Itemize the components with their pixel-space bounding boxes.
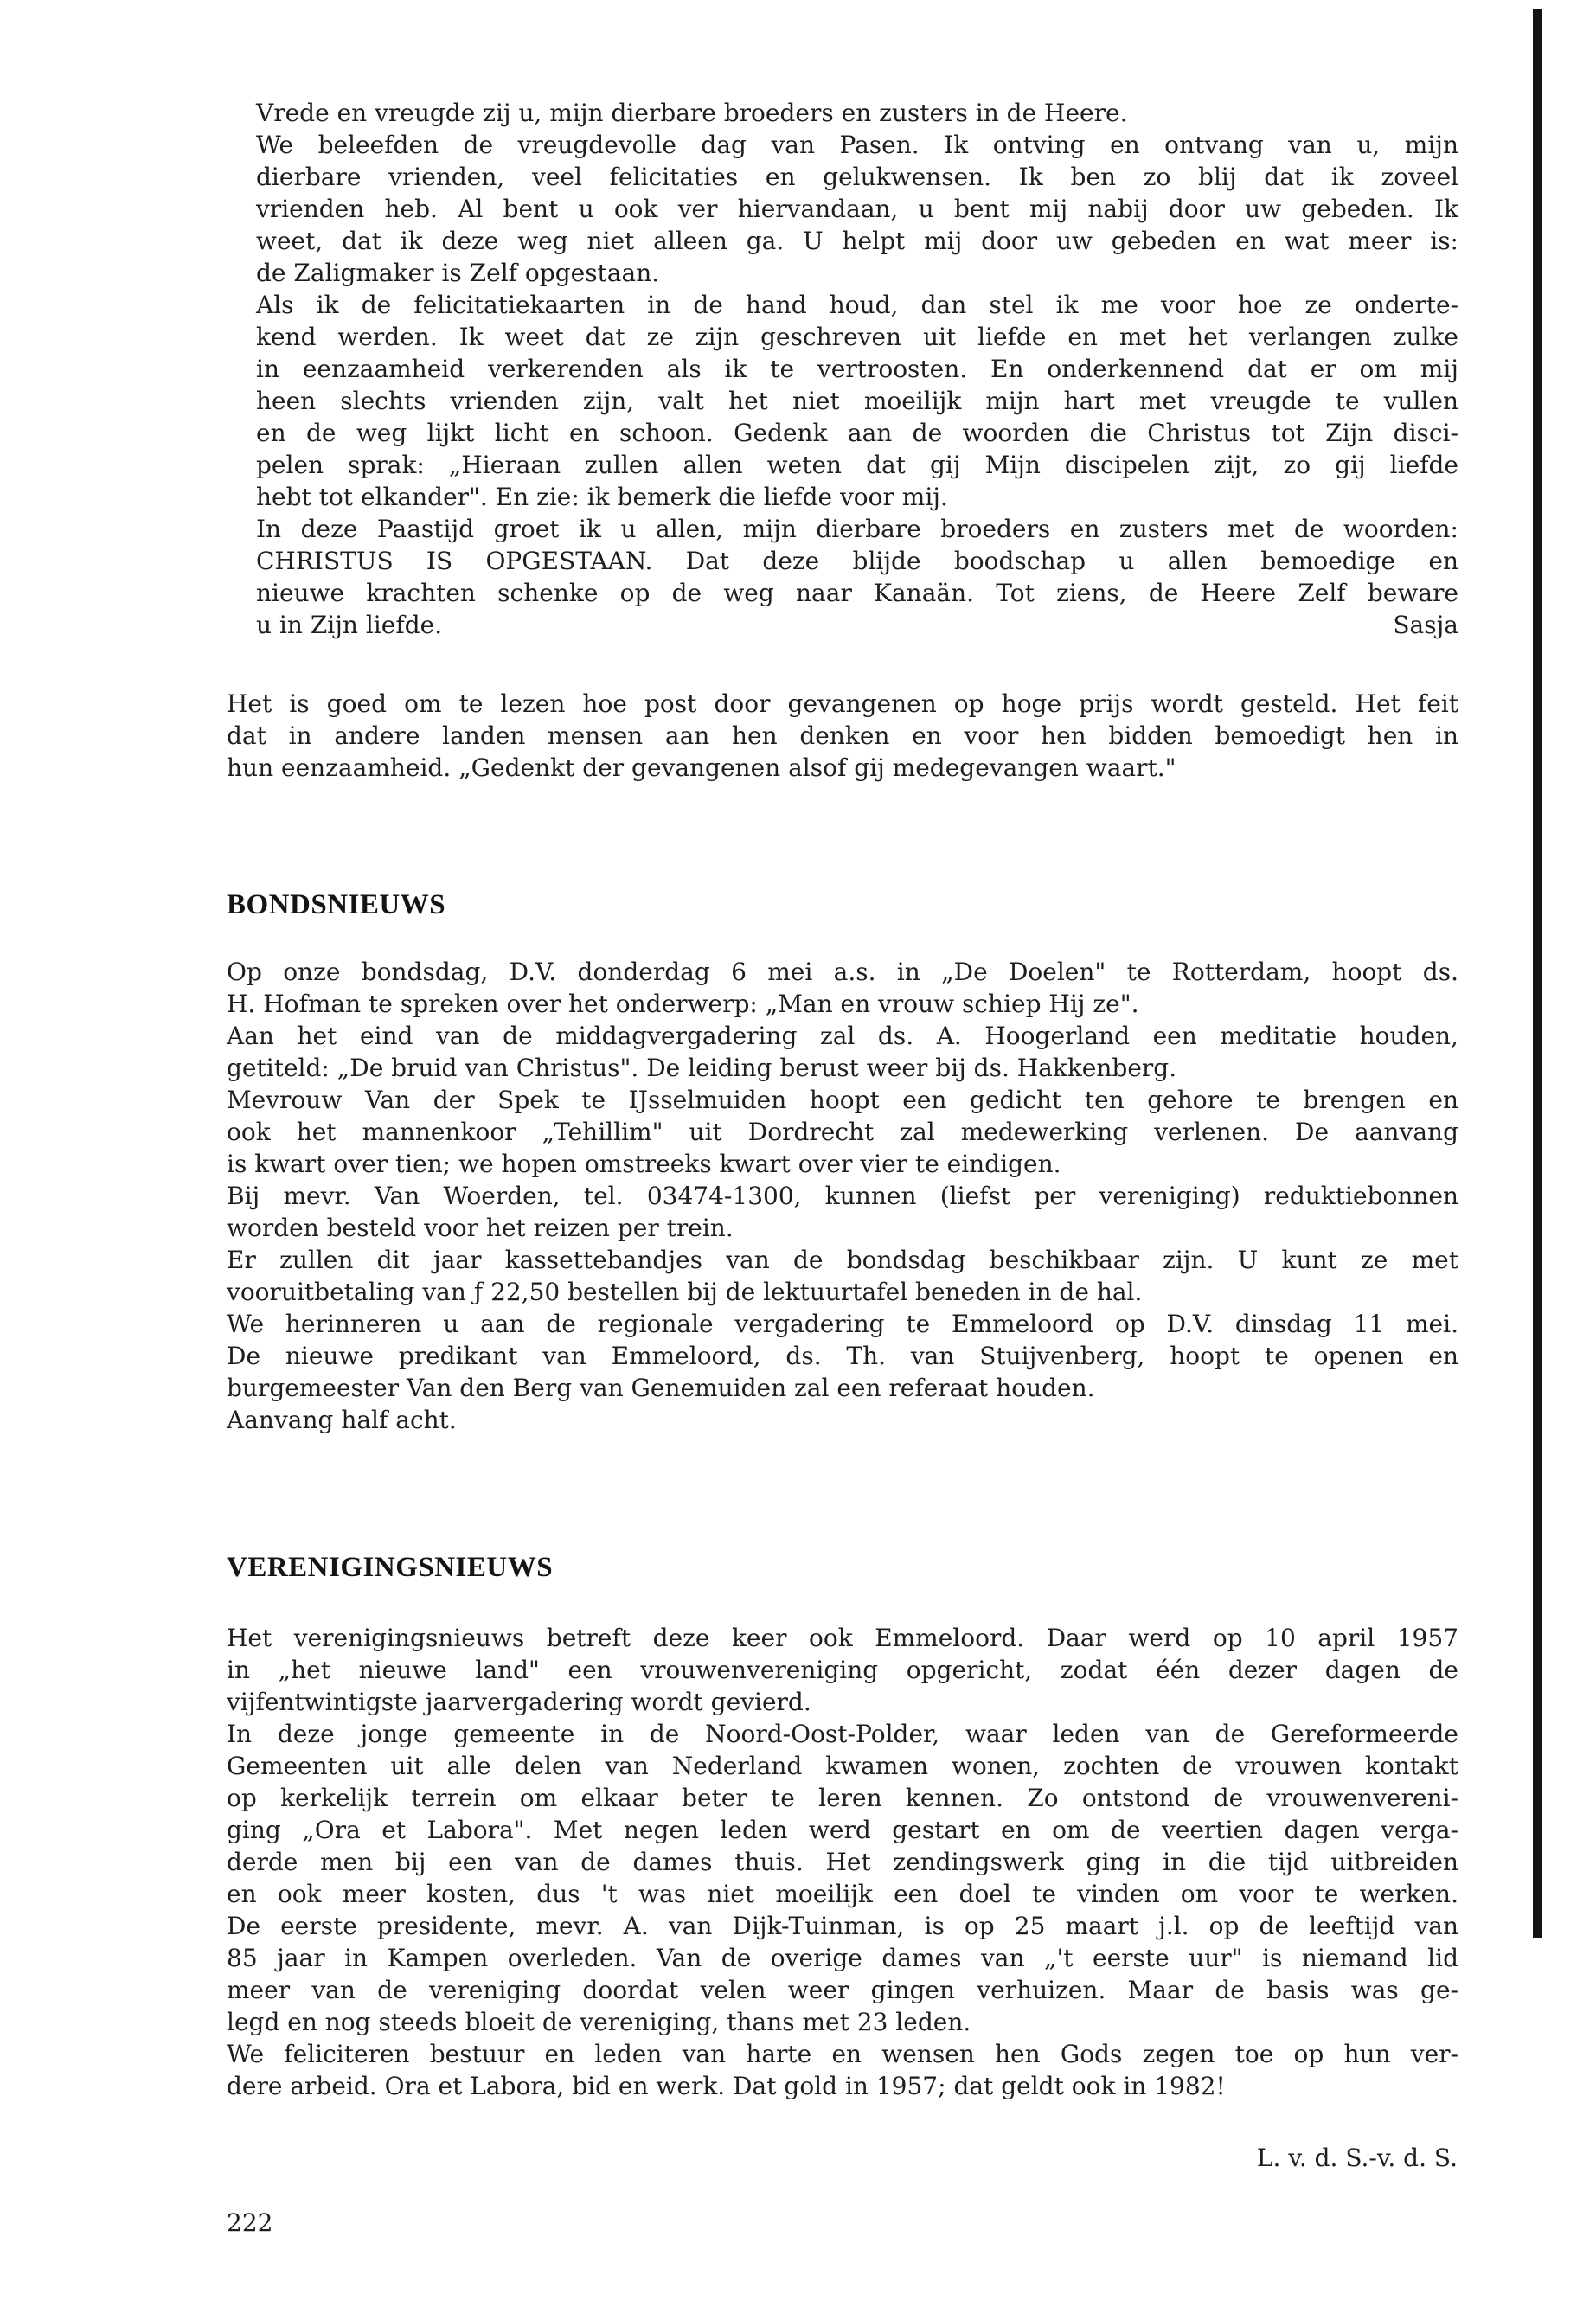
letter-line: Als ik de felicitatiekaarten in de hand houd, dan stel ik me voor hoe ze onderte-	[256, 291, 1458, 319]
editor-note-line: hun eenzaamheid. „Gedenkt der gevangenen alsof gij medegevangen waart."	[227, 753, 1176, 782]
letter-line: in eenzaamheid verkerenden als ik te vertroosten. En onderkennend dat er om mij	[256, 355, 1458, 383]
bondsnieuws-line: Mevrouw Van der Spek te IJsselmuiden hoopt een gedicht ten gehore te brengen en	[227, 1086, 1458, 1114]
bondsnieuws-line: H. Hofman te spreken over het onderwerp: „Man en vrouw schiep Hij ze".	[227, 990, 1139, 1018]
letter-line: Vrede en vreugde zij u, mijn dierbare broeders en zusters in de Heere.	[256, 99, 1128, 127]
verenigingsnieuws-line: De eerste presidente, mevr. A. van Dijk-Tuinman, is op 25 maart j.l. op de leeftijd van	[227, 1912, 1458, 1940]
verenigingsnieuws-line: derde men bij een van de dames thuis. Het zendingswerk ging in die tijd uitbreiden	[227, 1848, 1458, 1876]
verenigingsnieuws-line: ging „Ora et Labora". Met negen leden werd gestart en om de veertien dagen verga-	[227, 1816, 1458, 1844]
bondsnieuws-line: getiteld: „De bruid van Christus". De leiding berust weer bij ds. Hakkenberg.	[227, 1054, 1177, 1082]
verenigingsnieuws-line: en ook meer kosten, dus 't was niet moeilijk een doel te vinden om voor te werken.	[227, 1880, 1458, 1908]
verenigingsnieuws-line: 85 jaar in Kampen overleden. Van de overige dames van „'t eerste uur" is niemand lid	[227, 1944, 1458, 1972]
page-edge-bar	[1533, 9, 1542, 1938]
letter-line: pelen sprak: „Hieraan zullen allen weten dat gij Mijn discipelen zijt, zo gij liefde	[256, 451, 1458, 479]
bondsnieuws-line: Aanvang half acht.	[227, 1406, 457, 1434]
editor-note-line: dat in andere landen mensen aan hen denken en voor hen bidden bemoedigt hen in	[227, 721, 1458, 750]
verenigingsnieuws-line: op kerkelijk terrein om elkaar beter te leren kennen. Zo ontstond de vrouwenvereni-	[227, 1784, 1458, 1812]
editor-note	[227, 688, 1458, 784]
letter-line: heen slechts vrienden zijn, valt het niet moeilijk mijn hart met vreugde te vullen	[256, 387, 1458, 415]
letter-signature: Sasja	[1393, 611, 1458, 639]
verenigingsnieuws-line: We feliciteren bestuur en leden van harte en wensen hen Gods zegen toe op hun ver-	[227, 2040, 1458, 2068]
verenigingsnieuws-line: vijfentwintigste jaarvergadering wordt gevierd.	[227, 1688, 811, 1716]
letter-closing-line	[256, 609, 1458, 641]
verenigingsnieuws-line: Gemeenten uit alle delen van Nederland kwamen wonen, zochten de vrouwen kontakt	[227, 1752, 1458, 1780]
letter-line: CHRISTUS IS OPGESTAAN. Dat deze blijde boodschap u allen bemoedige en	[256, 547, 1458, 575]
bondsnieuws-line: is kwart over tien; we hopen omstreeks kwart over vier te eindigen.	[227, 1150, 1061, 1178]
letter-line: In deze Paastijd groet ik u allen, mijn dierbare broeders en zusters met de woorden:	[256, 515, 1458, 543]
letter-line: kend werden. Ik weet dat ze zijn geschreven uit liefde en met het verlangen zulke	[256, 323, 1458, 351]
bondsnieuws-line: worden besteld voor het reizen per trein.	[227, 1214, 734, 1242]
verenigingsnieuws-line: legd en nog steeds bloeit de vereniging, thans met 23 leden.	[227, 2008, 971, 2036]
verenigingsnieuws-line: In deze jonge gemeente in de Noord-Oost-Polder, waar leden van de Gereformeerde	[227, 1720, 1458, 1748]
letter-line: We beleefden de vreugdevolle dag van Pasen. Ik ontving en ontvang van u, mijn	[256, 131, 1458, 159]
letter-line: de Zaligmaker is Zelf opgestaan.	[256, 259, 660, 287]
bondsnieuws-body	[227, 956, 1458, 1436]
letter-line: nieuwe krachten schenke op de weg naar Kanaän. Tot ziens, de Heere Zelf beware	[256, 579, 1458, 607]
bondsnieuws-line: Op onze bondsdag, D.V. donderdag 6 mei a.s. in „De Doelen" te Rotterdam, hoopt ds.	[227, 958, 1458, 986]
letter-line: weet, dat ik deze weg niet alleen ga. U helpt mij door uw gebeden en wat meer is:	[256, 227, 1458, 255]
bondsnieuws-line: Er zullen dit jaar kassettebandjes van de bondsdag beschikbaar zijn. U kunt ze met	[227, 1246, 1458, 1274]
verenigingsnieuws-heading: VERENIGINGSNIEUWS	[227, 1552, 554, 1583]
verenigingsnieuws-body	[227, 1622, 1458, 2102]
bondsnieuws-line: Aan het eind van de middagvergadering zal ds. A. Hoogerland een meditatie houden,	[227, 1022, 1458, 1050]
bondsnieuws-line: De nieuwe predikant van Emmeloord, ds. Th. van Stuijvenberg, hoopt te openen en	[227, 1342, 1458, 1370]
letter-closing-text: u in Zijn liefde.	[256, 611, 443, 639]
verenigingsnieuws-line: in „het nieuwe land" een vrouwenvereniging opgericht, zodat één dezer dagen de	[227, 1656, 1458, 1684]
editor-note-line: Het is goed om te lezen hoe post door gevangenen op hoge prijs wordt gesteld. Het feit	[227, 689, 1458, 718]
bondsnieuws-line: vooruitbetaling van ƒ 22,50 bestellen bij de lektuurtafel beneden in de hal.	[227, 1278, 1143, 1306]
page-number: 222	[227, 2208, 273, 2237]
bondsnieuws-line: ook het mannenkoor „Tehillim" uit Dordrecht zal medewerking verlenen. De aanvang	[227, 1118, 1458, 1146]
letter-line: dierbare vrienden, veel felicitaties en gelukwensen. Ik ben zo blij dat ik zoveel	[256, 163, 1458, 191]
verenigingsnieuws-line: meer van de vereniging doordat velen weer gingen verhuizen. Maar de basis was ge-	[227, 1976, 1458, 2004]
verenigingsnieuws-signature: L. v. d. S.-v. d. S.	[1256, 2144, 1458, 2172]
verenigingsnieuws-line: Het verenigingsnieuws betreft deze keer ook Emmeloord. Daar werd op 10 april 1957	[227, 1624, 1458, 1652]
letter-block	[256, 97, 1458, 641]
bondsnieuws-line: Bij mevr. Van Woerden, tel. 03474-1300, kunnen (liefst per vereniging) reduktiebonnen	[227, 1182, 1458, 1210]
bondsnieuws-line: We herinneren u aan de regionale vergadering te Emmeloord op D.V. dinsdag 11 mei.	[227, 1310, 1458, 1338]
bondsnieuws-line: burgemeester Van den Berg van Genemuiden zal een referaat houden.	[227, 1374, 1095, 1402]
letter-line: hebt tot elkander". En zie: ik bemerk die liefde voor mij.	[256, 483, 948, 511]
bondsnieuws-heading: BONDSNIEUWS	[227, 889, 446, 920]
verenigingsnieuws-line: dere arbeid. Ora et Labora, bid en werk. Dat gold in 1957; dat geldt ook in 1982!	[227, 2072, 1226, 2100]
letter-line: en de weg lijkt licht en schoon. Gedenk aan de woorden die Christus tot Zijn disci-	[256, 419, 1458, 447]
letter-line: vrienden heb. Al bent u ook ver hiervandaan, u bent mij nabij door uw gebeden. Ik	[256, 195, 1458, 223]
